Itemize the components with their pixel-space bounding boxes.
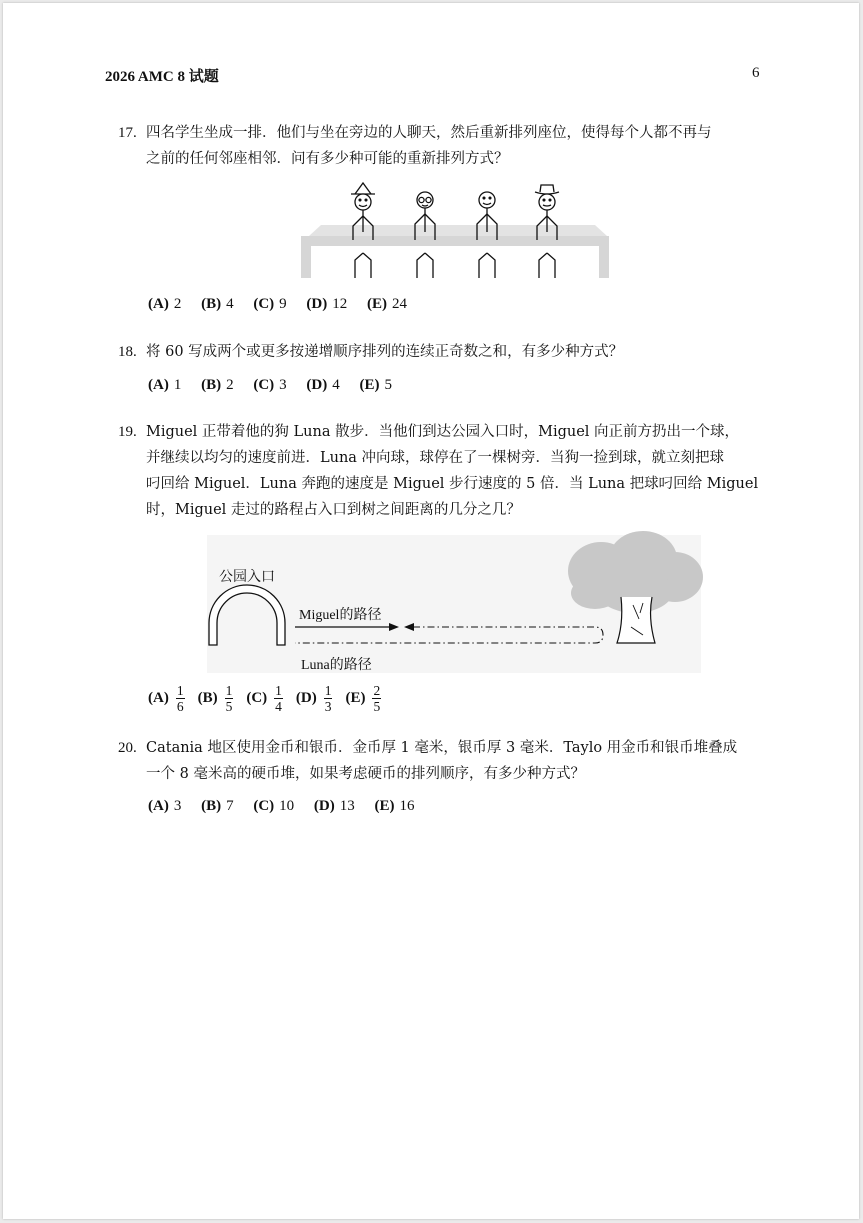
- question-text-line: 将 60 写成两个或更多按递增顺序排列的连续正奇数之和，有多少种方式？: [146, 344, 624, 360]
- choice-e[interactable]: (E) $\frac{2}{5}$: [345, 683, 381, 714]
- choice-b[interactable]: (B) 4: [201, 296, 234, 312]
- choice-b[interactable]: (B) 7: [201, 798, 234, 814]
- question-text-line: 叼回给 Miguel．Luna 奔跑的速度是 Miguel 步行速度的 5 倍．当 Luna 把球叼回给 Miguel: [146, 476, 759, 492]
- question-text-line: 一个 8 毫米高的硬币堆，如果考虑硬币的排列顺序，有多少种方式？: [146, 766, 585, 782]
- question-19: [118, 419, 763, 523]
- entrance-label: 公园入口: [219, 570, 275, 585]
- choice-d[interactable]: (D) $\frac{1}{3}$: [295, 683, 332, 714]
- header-title: 2026 AMC 8 试题: [105, 69, 219, 85]
- choice-c[interactable]: (C) 3: [253, 377, 287, 393]
- question-text-line: 并继续以均匀的速度前进．Luna 冲向球，球停在了一棵树旁．当狗一捡到球，就立刻把球: [146, 450, 725, 466]
- miguel-path-label: Miguel的路径: [299, 608, 382, 623]
- choice-d[interactable]: (D) 13: [313, 798, 355, 814]
- answer-choices-18: [148, 377, 408, 394]
- choice-a[interactable]: (A) 3: [148, 798, 182, 814]
- question-text-line: 时，Miguel 走过的路程占入口到树之间距离的几分之几？: [146, 502, 521, 518]
- question-text-line: Miguel 正带着他的狗 Luna 散步．当他们到达公园入口时，Miguel 向正前方扔出一个球，: [146, 424, 740, 440]
- luna-path-label: Luna的路径: [301, 658, 372, 673]
- question-18: [118, 339, 763, 365]
- park-path-figure: [203, 531, 705, 675]
- choice-c[interactable]: (C) 10: [253, 798, 295, 814]
- document-page: [3, 3, 859, 1219]
- question-number: 18.: [118, 344, 137, 360]
- question-text-line: 四名学生坐成一排．他们与坐在旁边的人聊天，然后重新排列座位，使得每个人都不再与: [146, 125, 712, 141]
- question-text-line: 之前的任何邻座相邻．问有多少种可能的重新排列方式？: [146, 151, 509, 167]
- choice-a[interactable]: (A) 2: [148, 296, 182, 312]
- question-number: 17.: [118, 125, 137, 141]
- students-bench-figure: [299, 180, 611, 278]
- choice-a[interactable]: (A) $\frac{1}{6}$: [148, 683, 184, 714]
- question-20: [118, 735, 763, 787]
- choice-c[interactable]: (C) $\frac{1}{4}$: [246, 683, 282, 714]
- question-number: 20.: [118, 740, 137, 756]
- choice-e[interactable]: (E) 16: [374, 798, 415, 814]
- page-number: 6: [752, 65, 760, 81]
- question-number: 19.: [118, 424, 137, 440]
- answer-choices-19: [148, 683, 394, 714]
- choice-e[interactable]: (E) 5: [359, 377, 392, 393]
- question-17: [118, 120, 763, 172]
- bench: [301, 225, 609, 278]
- choice-b[interactable]: (B) $\frac{1}{5}$: [197, 683, 233, 714]
- choice-b[interactable]: (B) 2: [201, 377, 234, 393]
- choice-e[interactable]: (E) 24: [366, 296, 407, 312]
- choice-d[interactable]: (D) 4: [306, 377, 340, 393]
- question-text-line: Catania 地区使用金币和银币．金币厚 1 毫米，银币厚 3 毫米．Taylo 用金币和银币堆叠成: [146, 740, 738, 756]
- choice-d[interactable]: (D) 12: [306, 296, 348, 312]
- answer-choices-20: [148, 798, 430, 815]
- answer-choices-17: [148, 296, 423, 313]
- choice-c[interactable]: (C) 9: [253, 296, 287, 312]
- choice-a[interactable]: (A) 1: [148, 377, 182, 393]
